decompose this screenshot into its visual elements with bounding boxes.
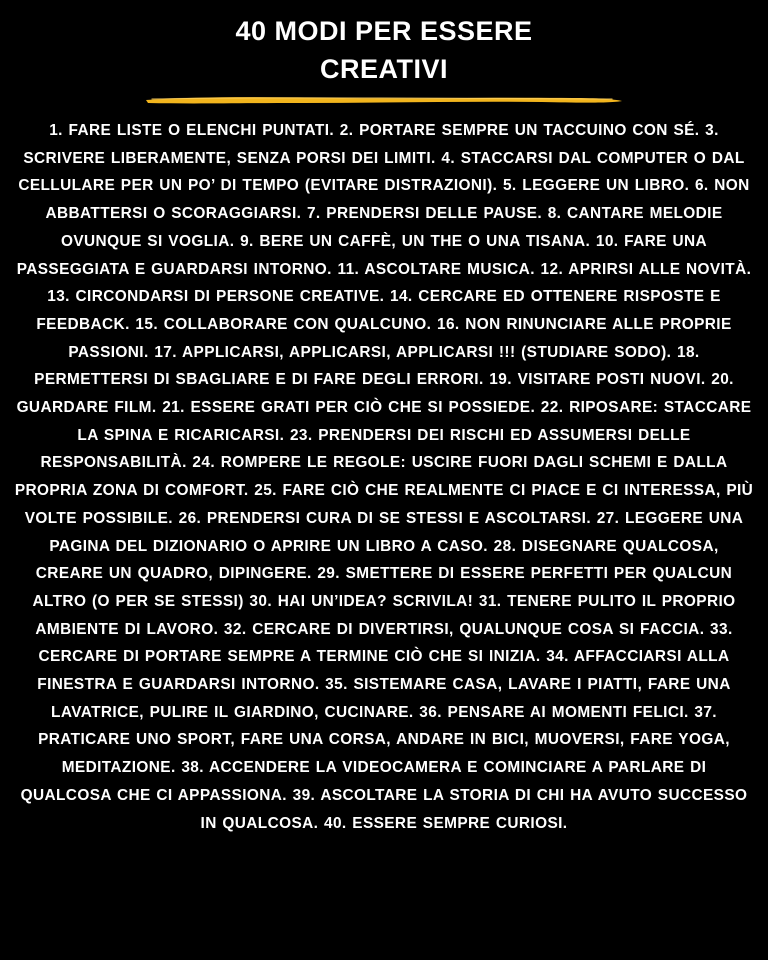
- poster-title: [0, 12, 768, 88]
- title-line-2: CREATIVI: [319, 54, 448, 84]
- ideas-list-text: 1. FARE LISTE O ELENCHI PUNTATI. 2. PORTARE SEMPRE UN TACCUINO CON SÉ. 3. SCRIVERE LIBERAMENTE, SENZA PORSI DEI LIMITI. 4. STACCARSI DAL COMPUTER O DAL CELLULARE PER UN PO’ DI TEMPO (EVITARE DISTRAZIONI). 5. LEGGERE UN LIBRO. 6. NON ABBATTERSI O SCORAGGIARSI. 7. PRENDERSI DELLE PAUSE. 8. CANTARE MELODIE OVUNQUE SI VOGLIA. 9. BERE UN CAFFÈ, UN THE O UNA TISANA. 10. FARE UNA PASSEGGIATA E GUARDARSI INTORNO. 11. ASCOLTARE MUSICA. 12. APRIRSI ALLE NOVITÀ. 13. CIRCONDARSI DI PERSONE CREATIVE. 14. CERCARE ED OTTENERE RISPOSTE E FEEDBACK. 15. COLLABORARE CON QUALCUNO. 16. NON RINUNCIARE ALLE PROPRIE PASSIONI. 17. APPLICARSI, APPLICARSI, APPLICARSI !!! (STUDIARE SODO). 18. PERMETTERSI DI SBAGLIARE E DI FARE DEGLI ERRORI. 19. VISITARE POSTI NUOVI. 20. GUARDARE FILM. 21. ESSERE GRATI PER CIÒ CHE SI POSSIEDE. 22. RIPOSARE: STACCARE LA SPINA E RICARICARSI. 23. PRENDERSI DEI RISCHI ED ASSUMERSI DELLE RESPONSABILITÀ. 24. ROMPERE LE REGOLE: USCIRE FUORI DAGLI SCHEMI E DALLA PROPRIA ZONA DI COMFORT. 25. FARE CIÒ CHE REALMENTE CI PIACE E CI INTERESSA, PIÙ VOLTE POSSIBILE. 26. PRENDERSI CURA DI SE STESSI E ASCOLTARSI. 27. LEGGERE UNA PAGINA DEL DIZIONARIO O APRIRE UN LIBRO A CASO. 28. DISEGNARE QUALCOSA, CREARE UN QUADRO, DIPINGERE. 29. SMETTERE DI ESSERE PERFETTI PER QUALCUN ALTRO (O PER SE STESSI) 30. HAI UN’IDEA? SCRIVILA! 31. TENERE PULITO IL PROPRIO AMBIENTE DI LAVORO. 32. CERCARE DI DIVERTIRSI, QUALUNQUE COSA SI FACCIA. 33. CERCARE DI PORTARE SEMPRE A TERMINE CIÒ CHE SI INIZIA. 34. AFFACCIARSI ALLA FINESTRA E GUARDARSI INTORNO. 35. SISTEMARE CASA, LAVARE I PIATTI, FARE UNA LAVATRICE, PULIRE IL GIARDINO, CUCINARE. 36. PENSARE AI MOMENTI FELICI. 37. PRATICARE UNO SPORT, FARE UNA CORSA, ANDARE IN BICI, MUOVERSI, FARE YOGA, MEDITAZIONE. 38. ACCENDERE LA VIDEOCAMERA E COMINCIARE A PARLARE DI QUALCOSA CHE CI APPASSIONA. 39. ASCOLTARE LA STORIA DI CHI HA AVUTO SUCCESSO IN QUALCOSA. 40. ESSERE SEMPRE CURIOSI.: [14, 122, 754, 832]
- title-line-1: 40 MODI PER ESSERE: [235, 16, 533, 46]
- brush-underline: [142, 91, 626, 109]
